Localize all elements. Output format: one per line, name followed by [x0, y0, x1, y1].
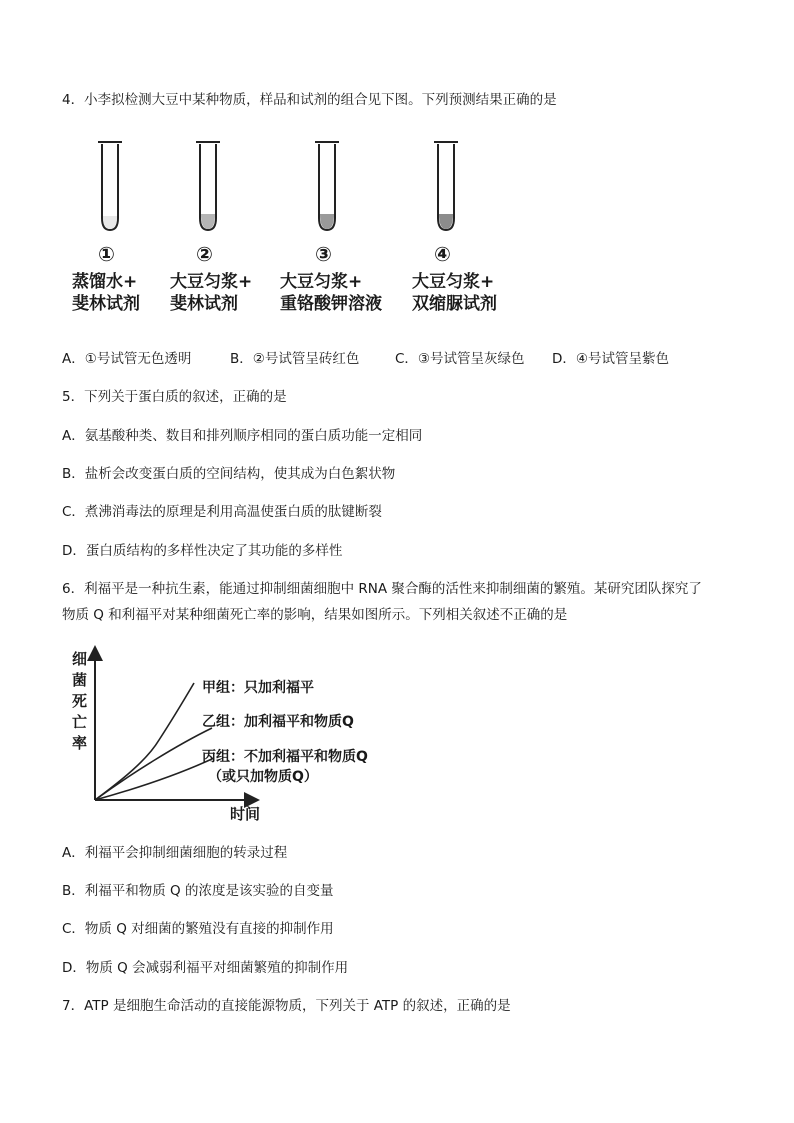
- tube-number-1: ①: [98, 242, 115, 266]
- q5-option-d: D．蛋白质结构的多样性决定了其功能的多样性: [62, 543, 343, 559]
- tube-label-4: [412, 271, 497, 315]
- q4-option-d: D．④号试管呈紫色: [552, 351, 669, 367]
- tube-label-1-line1: 蒸馏水+: [72, 272, 138, 292]
- tube-label-2-line1: 大豆匀浆+: [170, 272, 253, 292]
- tube-label-1-line2: 斐林试剂: [72, 294, 140, 314]
- legend-yi: 乙组：加利福平和物质Q: [202, 714, 354, 730]
- test-tube-figure: [62, 130, 562, 330]
- legend-bing: 丙组：不加利福平和物质Q: [202, 749, 368, 765]
- curve-yi: [95, 728, 212, 800]
- test-tube-2: [196, 142, 220, 230]
- q6-stem-line1: 6．利福平是一种抗生素，能通过抑制细菌细胞中 RNA 聚合酶的活性来抑制细菌的繁殖。某研究团队探究了: [62, 581, 702, 597]
- tube-label-3: [280, 271, 382, 315]
- tube-label-2: [170, 271, 252, 315]
- q4-stem: 4．小李拟检测大豆中某种物质，样品和试剂的组合见下图。下列预测结果正确的是: [62, 92, 557, 108]
- tube-label-4-line2: 双缩脲试剂: [412, 294, 497, 314]
- tube-label-2-line2: 斐林试剂: [170, 294, 238, 314]
- curve-bing: [95, 758, 214, 800]
- tube-label-3-line2: 重铬酸钾溶液: [280, 294, 382, 314]
- legend-jia: 甲组：只加利福平: [202, 680, 314, 696]
- tube-label-4-line1: 大豆匀浆+: [412, 272, 495, 292]
- q5-option-b: B．盐析会改变蛋白质的空间结构，使其成为白色絮状物: [62, 466, 396, 482]
- q5-option-a: A．氨基酸种类、数目和排列顺序相同的蛋白质功能一定相同: [62, 428, 423, 444]
- graph-x-axis-label: 时间: [230, 805, 261, 823]
- q6-stem-line2: 物质 Q 和利福平对某种细菌死亡率的影响，结果如图所示。下列相关叙述不正确的是: [62, 607, 568, 623]
- test-tubes-drawing: [62, 130, 562, 250]
- test-tube-3: [315, 142, 339, 230]
- q4-option-b: B．②号试管呈砖红色: [230, 351, 360, 367]
- test-tube-1: [98, 142, 122, 230]
- tube-number-4: ④: [434, 242, 451, 266]
- legend-bing-note: （或只加物质Q）: [208, 769, 318, 785]
- q4-option-a: A．①号试管无色透明: [62, 351, 192, 367]
- tube-number-3: ③: [315, 242, 332, 266]
- graph-y-axis-label: 细菌死亡率: [72, 650, 88, 752]
- q6-option-d: D．物质 Q 会减弱利福平对细菌繁殖的抑制作用: [62, 960, 349, 976]
- q5-option-c: C．煮沸消毒法的原理是利用高温使蛋白质的肽键断裂: [62, 504, 382, 520]
- tube-label-1: [72, 271, 140, 315]
- q6-option-c: C．物质 Q 对细菌的繁殖没有直接的抑制作用: [62, 921, 334, 937]
- test-tube-4: [434, 142, 458, 230]
- bacteria-death-rate-graph: [62, 645, 422, 830]
- q7-stem: 7．ATP 是细胞生命活动的直接能源物质，下列关于 ATP 的叙述，正确的是: [62, 998, 511, 1014]
- q5-stem: 5．下列关于蛋白质的叙述，正确的是: [62, 389, 287, 405]
- curve-jia: [95, 683, 194, 800]
- tube-label-3-line1: 大豆匀浆+: [280, 272, 363, 292]
- tube-number-2: ②: [196, 242, 213, 266]
- q6-option-b: B．利福平和物质 Q 的浓度是该实验的自变量: [62, 883, 334, 899]
- q6-option-a: A．利福平会抑制细菌细胞的转录过程: [62, 845, 288, 861]
- q4-option-c: C．③号试管呈灰绿色: [395, 351, 525, 367]
